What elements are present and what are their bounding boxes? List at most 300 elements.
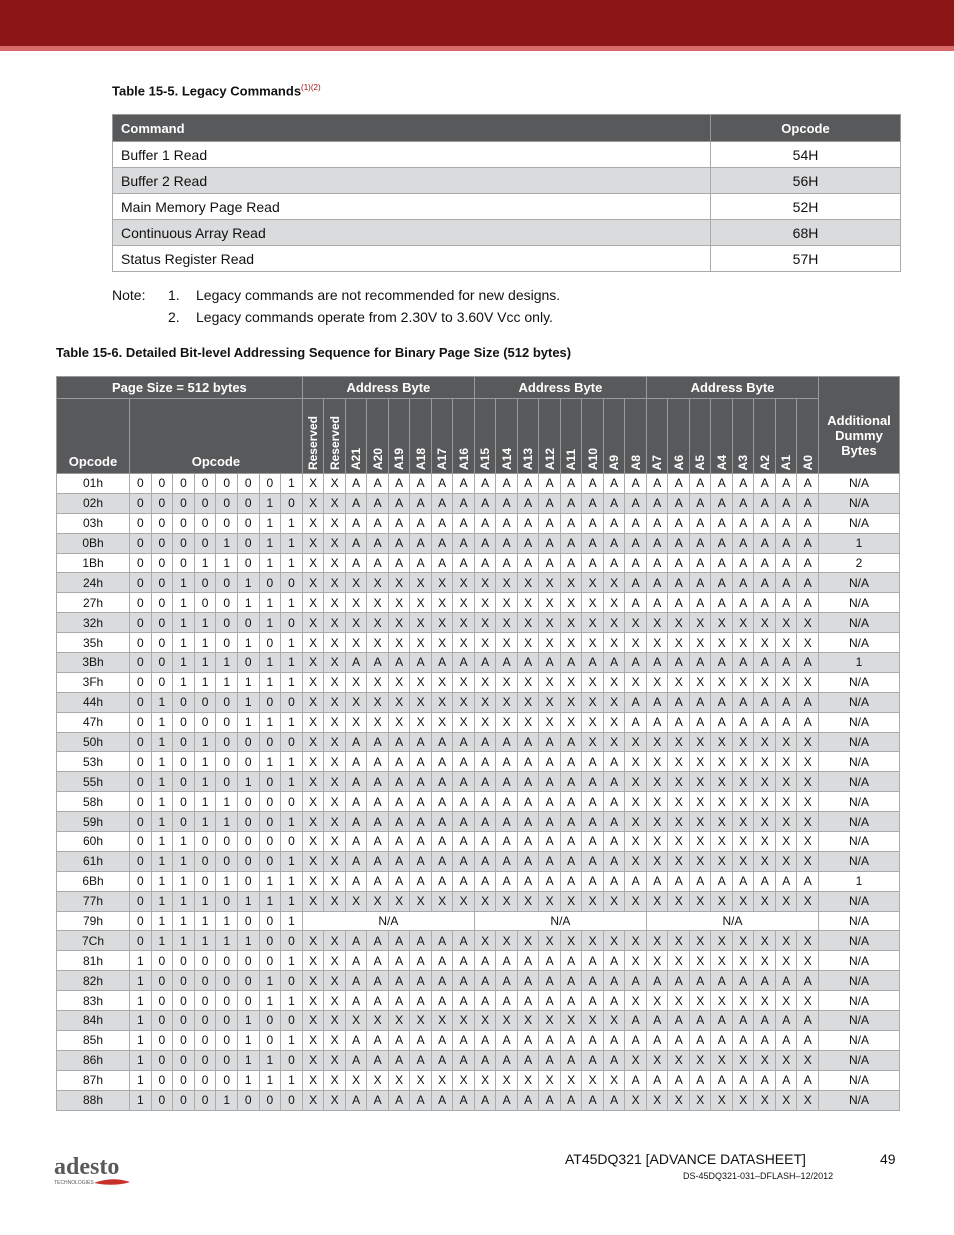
- address-bit-cell: X: [431, 633, 453, 653]
- address-bit-header: [646, 399, 668, 474]
- address-bit-cell: A: [431, 931, 453, 951]
- table-row: [57, 653, 900, 673]
- address-bit-cell: A: [711, 971, 733, 991]
- address-bit-cell: A: [388, 474, 410, 494]
- address-bit-cell: X: [560, 613, 582, 633]
- address-bit-cell: X: [474, 672, 496, 692]
- address-bit-cell: X: [324, 474, 346, 494]
- opcode-bit-cell: 0: [237, 513, 259, 533]
- opcode-bit-cell: 0: [216, 951, 238, 971]
- address-bit-cell: X: [603, 1070, 625, 1090]
- address-bit-cell: A: [582, 474, 604, 494]
- opcode-hex-cell: 35h: [57, 633, 130, 653]
- address-bit-cell: A: [754, 871, 776, 891]
- address-bit-cell: A: [560, 971, 582, 991]
- opcode-bit-cell: 0: [259, 772, 281, 792]
- opcode-bit-cell: 0: [194, 593, 216, 613]
- opcode-bit-cell: 0: [216, 1070, 238, 1090]
- address-bit-cell: A: [345, 812, 367, 832]
- opcode-cell: 57H: [711, 246, 901, 272]
- address-bit-cell: A: [539, 533, 561, 553]
- opcode-bit-cell: 0: [281, 1050, 303, 1070]
- address-bit-cell: X: [324, 991, 346, 1011]
- address-bit-cell: X: [689, 1090, 711, 1110]
- address-bit-cell: A: [732, 474, 754, 494]
- opcode-bit-cell: 0: [237, 1090, 259, 1110]
- opcode-bit-cell: 0: [151, 1011, 173, 1031]
- address-bit-cell: X: [453, 633, 475, 653]
- address-bit-cell: X: [324, 593, 346, 613]
- opcode-bit-cell: 1: [173, 832, 195, 852]
- opcode-bit-cell: 0: [173, 1030, 195, 1050]
- address-bit-cell: X: [775, 832, 797, 852]
- address-bit-cell: X: [367, 891, 389, 911]
- dummy-bytes-cell: N/A: [819, 832, 900, 852]
- address-bit-cell: A: [410, 653, 432, 673]
- address-bit-cell: A: [431, 871, 453, 891]
- address-bit-cell: A: [345, 871, 367, 891]
- address-bit-cell: X: [797, 792, 819, 812]
- header-bar-accent-line: [0, 46, 954, 51]
- address-bit-cell: X: [625, 832, 647, 852]
- table-row: [57, 851, 900, 871]
- address-bit-cell: X: [324, 971, 346, 991]
- address-bit-cell: A: [668, 692, 690, 712]
- opcode-bit-cell: 0: [216, 1050, 238, 1070]
- address-bit-cell: A: [689, 573, 711, 593]
- address-bit-cell: A: [560, 752, 582, 772]
- opcode-hex-cell: 32h: [57, 613, 130, 633]
- address-bit-cell: A: [474, 752, 496, 772]
- note-number-2: 2.: [168, 309, 180, 325]
- opcode-hex-cell: 50h: [57, 732, 130, 752]
- address-bit-cell: A: [474, 1050, 496, 1070]
- opcode-bit-cell: 0: [130, 553, 152, 573]
- address-bit-cell: A: [732, 971, 754, 991]
- opcode-bit-cell: 0: [281, 573, 303, 593]
- address-bit-cell: X: [603, 672, 625, 692]
- address-bit-cell: A: [388, 871, 410, 891]
- opcode-bit-cell: 1: [151, 832, 173, 852]
- address-bit-cell: A: [496, 1050, 518, 1070]
- address-bit-cell: X: [345, 672, 367, 692]
- address-bit-cell: X: [775, 732, 797, 752]
- opcode-bit-cell: 0: [259, 633, 281, 653]
- address-bit-cell: A: [517, 871, 539, 891]
- address-bit-cell: A: [410, 931, 432, 951]
- opcode-bit-cell: 0: [194, 1070, 216, 1090]
- address-bit-cell: X: [388, 593, 410, 613]
- address-bit-cell: X: [797, 613, 819, 633]
- address-bit-cell: A: [625, 573, 647, 593]
- address-bit-cell: A: [410, 732, 432, 752]
- opcode-bit-cell: 0: [281, 931, 303, 951]
- opcode-bit-cell: 1: [281, 653, 303, 673]
- opcode-bit-cell: 1: [216, 812, 238, 832]
- address-bit-cell: X: [517, 692, 539, 712]
- table-row: [57, 1090, 900, 1110]
- note-label: Note:: [112, 287, 146, 303]
- address-bit-cell: X: [668, 891, 690, 911]
- address-bit-cell: X: [302, 1011, 324, 1031]
- address-bit-cell: X: [689, 1050, 711, 1070]
- opcode-bit-cell: 0: [151, 553, 173, 573]
- opcode-bit-cell: 1: [194, 792, 216, 812]
- address-bit-cell: A: [711, 573, 733, 593]
- address-bit-cell: A: [711, 533, 733, 553]
- opcode-bit-cell: 1: [281, 474, 303, 494]
- address-bit-cell: A: [560, 871, 582, 891]
- address-bit-cell: A: [560, 533, 582, 553]
- address-bit-cell: A: [668, 513, 690, 533]
- address-bit-cell: X: [775, 633, 797, 653]
- table1-caption: Table 15-5. Legacy Commands$^{(1)(2)}$: [112, 83, 321, 99]
- address-bit-cell: X: [496, 633, 518, 653]
- address-bit-cell: X: [431, 573, 453, 593]
- address-bit-cell: A: [517, 752, 539, 772]
- opcode-bit-cell: 0: [281, 832, 303, 852]
- address-bit-cell: A: [410, 474, 432, 494]
- address-bit-cell: A: [496, 732, 518, 752]
- opcode-bit-cell: 0: [216, 991, 238, 1011]
- address-bit-cell: X: [367, 1070, 389, 1090]
- address-bit-cell: A: [582, 1030, 604, 1050]
- address-bit-cell: X: [732, 613, 754, 633]
- address-bit-cell: A: [453, 513, 475, 533]
- opcode-bit-cell: 0: [130, 493, 152, 513]
- address-bit-cell: X: [324, 752, 346, 772]
- opcode-bit-cell: 0: [259, 573, 281, 593]
- opcode-bit-cell: 0: [130, 931, 152, 951]
- address-bit-cell: A: [754, 593, 776, 613]
- address-bit-cell: A: [603, 772, 625, 792]
- address-bit-cell: A: [496, 474, 518, 494]
- opcode-bit-cell: 1: [194, 553, 216, 573]
- opcode-hex-cell: 47h: [57, 712, 130, 732]
- opcode-bit-cell: 0: [194, 971, 216, 991]
- address-bit-cell: A: [453, 851, 475, 871]
- opcode-bit-cell: 1: [237, 891, 259, 911]
- opcode-bit-cell: 0: [237, 991, 259, 1011]
- address-bit-cell: X: [603, 732, 625, 752]
- address-bit-cell: A: [431, 513, 453, 533]
- address-bit-cell: A: [367, 772, 389, 792]
- table-row: [57, 712, 900, 732]
- address-bit-cell: X: [345, 891, 367, 911]
- address-bit-cell: X: [711, 792, 733, 812]
- opcode-bit-cell: 1: [281, 1030, 303, 1050]
- dummy-bytes-cell: N/A: [819, 792, 900, 812]
- opcode-hex-cell: 27h: [57, 593, 130, 613]
- address-bit-cell: A: [474, 832, 496, 852]
- address-bit-cell: X: [324, 633, 346, 653]
- dummy-bytes-cell: N/A: [819, 672, 900, 692]
- footer-page-number: 49: [880, 1151, 896, 1167]
- address-bit-cell: X: [582, 931, 604, 951]
- address-bit-cell: A: [582, 752, 604, 772]
- address-bit-cell: A: [775, 533, 797, 553]
- address-bit-cell: A: [646, 1070, 668, 1090]
- address-bit-cell: A: [388, 493, 410, 513]
- address-bit-cell: X: [345, 573, 367, 593]
- address-bit-cell: X: [646, 633, 668, 653]
- address-bit-cell: A: [754, 513, 776, 533]
- address-bit-cell: A: [775, 593, 797, 613]
- address-bit-label: A1: [779, 454, 794, 470]
- opcode-bit-cell: 0: [173, 1050, 195, 1070]
- table-row: [57, 732, 900, 752]
- opcode-bit-cell: 1: [281, 712, 303, 732]
- address-bit-cell: A: [689, 692, 711, 712]
- address-bit-cell: A: [646, 553, 668, 573]
- dummy-bytes-cell: N/A: [819, 613, 900, 633]
- address-bit-cell: A: [689, 1030, 711, 1050]
- dummy-bytes-cell: N/A: [819, 1011, 900, 1031]
- note-text-1: Legacy commands are not recommended for new designs.: [196, 287, 561, 303]
- opcode-bit-cell: 1: [281, 633, 303, 653]
- address-bit-cell: X: [410, 1070, 432, 1090]
- opcode-bit-cell: 1: [173, 891, 195, 911]
- address-bit-cell: X: [668, 851, 690, 871]
- address-bit-cell: X: [732, 851, 754, 871]
- address-bit-cell: X: [410, 891, 432, 911]
- address-bit-cell: X: [302, 573, 324, 593]
- address-bit-cell: X: [324, 1030, 346, 1050]
- address-bit-cell: X: [560, 891, 582, 911]
- address-bit-cell: A: [668, 573, 690, 593]
- address-byte-na-cell: N/A: [646, 911, 818, 931]
- opcode-bit-cell: 0: [259, 851, 281, 871]
- address-bit-cell: A: [388, 832, 410, 852]
- dummy-bytes-cell: N/A: [819, 971, 900, 991]
- address-bit-cell: A: [410, 951, 432, 971]
- address-bit-cell: A: [453, 653, 475, 673]
- address-bit-cell: A: [496, 513, 518, 533]
- address-bit-label: A20: [370, 447, 385, 470]
- opcode-bit-cell: 0: [237, 832, 259, 852]
- address-bit-cell: A: [517, 493, 539, 513]
- address-bit-label: A5: [693, 454, 708, 470]
- address-bit-cell: A: [539, 732, 561, 752]
- table-row: [57, 951, 900, 971]
- address-bit-cell: A: [582, 792, 604, 812]
- address-bit-cell: X: [646, 851, 668, 871]
- opcode-bit-cell: 1: [281, 533, 303, 553]
- address-bit-cell: A: [517, 951, 539, 971]
- address-bit-cell: X: [388, 1011, 410, 1031]
- opcode-hex-cell: 79h: [57, 911, 130, 931]
- address-bit-cell: A: [689, 653, 711, 673]
- address-bit-cell: X: [625, 1050, 647, 1070]
- table-row: [57, 812, 900, 832]
- address-bit-cell: A: [496, 752, 518, 772]
- opcode-bit-cell: 0: [151, 493, 173, 513]
- table-row: [113, 142, 901, 168]
- opcode-bit-cell: 0: [130, 712, 152, 732]
- table-row: [57, 871, 900, 891]
- address-bit-cell: A: [775, 712, 797, 732]
- address-bit-cell: X: [689, 732, 711, 752]
- address-bit-cell: A: [345, 474, 367, 494]
- table-row: [113, 194, 901, 220]
- opcode-bit-cell: 0: [173, 692, 195, 712]
- command-cell: Main Memory Page Read: [113, 194, 711, 220]
- address-bit-cell: A: [689, 971, 711, 991]
- address-bit-cell: A: [775, 1011, 797, 1031]
- opcode-bit-cell: 0: [173, 513, 195, 533]
- opcode-bit-cell: 1: [151, 931, 173, 951]
- address-bit-cell: A: [625, 474, 647, 494]
- address-bit-cell: X: [496, 712, 518, 732]
- address-bit-cell: A: [388, 732, 410, 752]
- address-bit-cell: A: [603, 553, 625, 573]
- address-bit-cell: X: [431, 672, 453, 692]
- opcode-bit-cell: 0: [173, 732, 195, 752]
- address-bit-cell: X: [732, 792, 754, 812]
- address-bit-cell: A: [560, 851, 582, 871]
- address-bit-cell: A: [775, 871, 797, 891]
- address-bit-cell: X: [539, 1070, 561, 1090]
- address-bit-cell: X: [603, 1011, 625, 1031]
- address-bit-cell: X: [754, 891, 776, 911]
- address-bit-cell: X: [410, 593, 432, 613]
- address-bit-cell: X: [689, 752, 711, 772]
- note-text-2: Legacy commands operate from 2.30V to 3.60V Vcc only.: [196, 309, 553, 325]
- opcode-bit-cell: 0: [237, 732, 259, 752]
- address-bit-cell: A: [668, 493, 690, 513]
- address-bit-cell: A: [625, 712, 647, 732]
- address-bit-cell: X: [324, 513, 346, 533]
- address-bit-header: [797, 399, 819, 474]
- address-bit-cell: A: [453, 1030, 475, 1050]
- address-bit-cell: X: [410, 633, 432, 653]
- address-bit-cell: X: [797, 1090, 819, 1110]
- address-bit-cell: X: [324, 613, 346, 633]
- opcode-bit-cell: 0: [216, 1030, 238, 1050]
- address-bit-cell: A: [453, 474, 475, 494]
- table-header-row: [113, 115, 901, 142]
- opcode-bit-cell: 1: [237, 1050, 259, 1070]
- dummy-bytes-cell: N/A: [819, 692, 900, 712]
- address-bit-cell: A: [453, 951, 475, 971]
- address-bit-cell: A: [453, 1050, 475, 1070]
- opcode-hex-cell: 88h: [57, 1090, 130, 1110]
- opcode-hex-cell: 55h: [57, 772, 130, 792]
- address-bit-cell: A: [453, 991, 475, 1011]
- address-bit-cell: X: [302, 772, 324, 792]
- address-bit-cell: X: [302, 752, 324, 772]
- opcode-hex-cell: 86h: [57, 1050, 130, 1070]
- dummy-bytes-cell: N/A: [819, 593, 900, 613]
- address-bit-cell: X: [539, 1011, 561, 1031]
- address-bit-cell: A: [797, 573, 819, 593]
- address-bit-cell: A: [474, 533, 496, 553]
- table-row: [57, 911, 900, 931]
- address-bit-cell: X: [582, 692, 604, 712]
- address-bit-cell: A: [625, 871, 647, 891]
- addressing-sequence-table: [56, 376, 900, 1111]
- address-bit-cell: X: [560, 692, 582, 712]
- opcode-hex-cell: 83h: [57, 991, 130, 1011]
- opcode-bit-cell: 1: [173, 851, 195, 871]
- address-bit-cell: X: [582, 672, 604, 692]
- address-bit-cell: A: [453, 1090, 475, 1110]
- dummy-bytes-cell: N/A: [819, 1070, 900, 1090]
- address-bit-cell: A: [367, 1030, 389, 1050]
- dummy-bytes-cell: N/A: [819, 991, 900, 1011]
- address-bit-cell: X: [410, 692, 432, 712]
- opcode-bit-cell: 0: [216, 732, 238, 752]
- address-bit-cell: A: [603, 752, 625, 772]
- address-bit-cell: A: [797, 1030, 819, 1050]
- opcode-bit-cell: 0: [151, 533, 173, 553]
- address-bit-cell: A: [388, 931, 410, 951]
- address-bit-cell: X: [410, 672, 432, 692]
- opcode-bit-cell: 0: [216, 832, 238, 852]
- address-bit-cell: A: [775, 493, 797, 513]
- opcode-bit-cell: 0: [173, 991, 195, 1011]
- address-bit-cell: X: [496, 692, 518, 712]
- address-bit-cell: X: [732, 672, 754, 692]
- address-bit-cell: A: [431, 474, 453, 494]
- opcode-bit-cell: 1: [259, 871, 281, 891]
- address-bit-cell: A: [388, 533, 410, 553]
- address-bit-cell: X: [324, 1050, 346, 1070]
- address-bit-cell: A: [711, 553, 733, 573]
- opcode-bit-cell: 1: [216, 871, 238, 891]
- address-bit-cell: A: [560, 1050, 582, 1070]
- opcode-bit-cell: 0: [237, 653, 259, 673]
- opcode-bit-cell: 0: [173, 792, 195, 812]
- address-bit-cell: A: [711, 871, 733, 891]
- address-bit-cell: A: [388, 553, 410, 573]
- address-bit-cell: X: [324, 712, 346, 732]
- address-bit-cell: A: [388, 812, 410, 832]
- address-bit-cell: A: [388, 991, 410, 1011]
- address-bit-cell: X: [668, 1090, 690, 1110]
- address-bit-header: [689, 399, 711, 474]
- address-bit-cell: A: [367, 812, 389, 832]
- address-byte-na-cell: N/A: [302, 911, 474, 931]
- address-bit-cell: X: [754, 1090, 776, 1110]
- opcode-bit-cell: 0: [237, 951, 259, 971]
- address-bit-cell: X: [582, 732, 604, 752]
- address-bit-cell: X: [388, 1070, 410, 1090]
- address-bit-cell: X: [711, 812, 733, 832]
- address-bit-cell: X: [711, 1090, 733, 1110]
- address-bit-cell: X: [474, 712, 496, 732]
- address-bit-cell: A: [689, 513, 711, 533]
- table-row: [57, 513, 900, 533]
- address-bit-cell: X: [754, 812, 776, 832]
- address-bit-cell: X: [474, 692, 496, 712]
- opcode-hex-cell: 60h: [57, 832, 130, 852]
- address-bit-cell: X: [453, 672, 475, 692]
- address-bit-cell: X: [797, 633, 819, 653]
- address-bit-cell: X: [345, 633, 367, 653]
- address-bit-cell: X: [367, 613, 389, 633]
- address-bit-cell: A: [646, 1011, 668, 1031]
- address-bit-cell: X: [431, 613, 453, 633]
- address-bit-cell: X: [797, 991, 819, 1011]
- address-bit-cell: A: [474, 951, 496, 971]
- opcode-bit-cell: 0: [237, 474, 259, 494]
- opcode-bit-cell: 1: [194, 633, 216, 653]
- opcode-bit-cell: 1: [194, 812, 216, 832]
- address-bit-cell: X: [668, 772, 690, 792]
- address-bit-label: A18: [413, 447, 428, 470]
- opcode-bit-cell: 1: [173, 573, 195, 593]
